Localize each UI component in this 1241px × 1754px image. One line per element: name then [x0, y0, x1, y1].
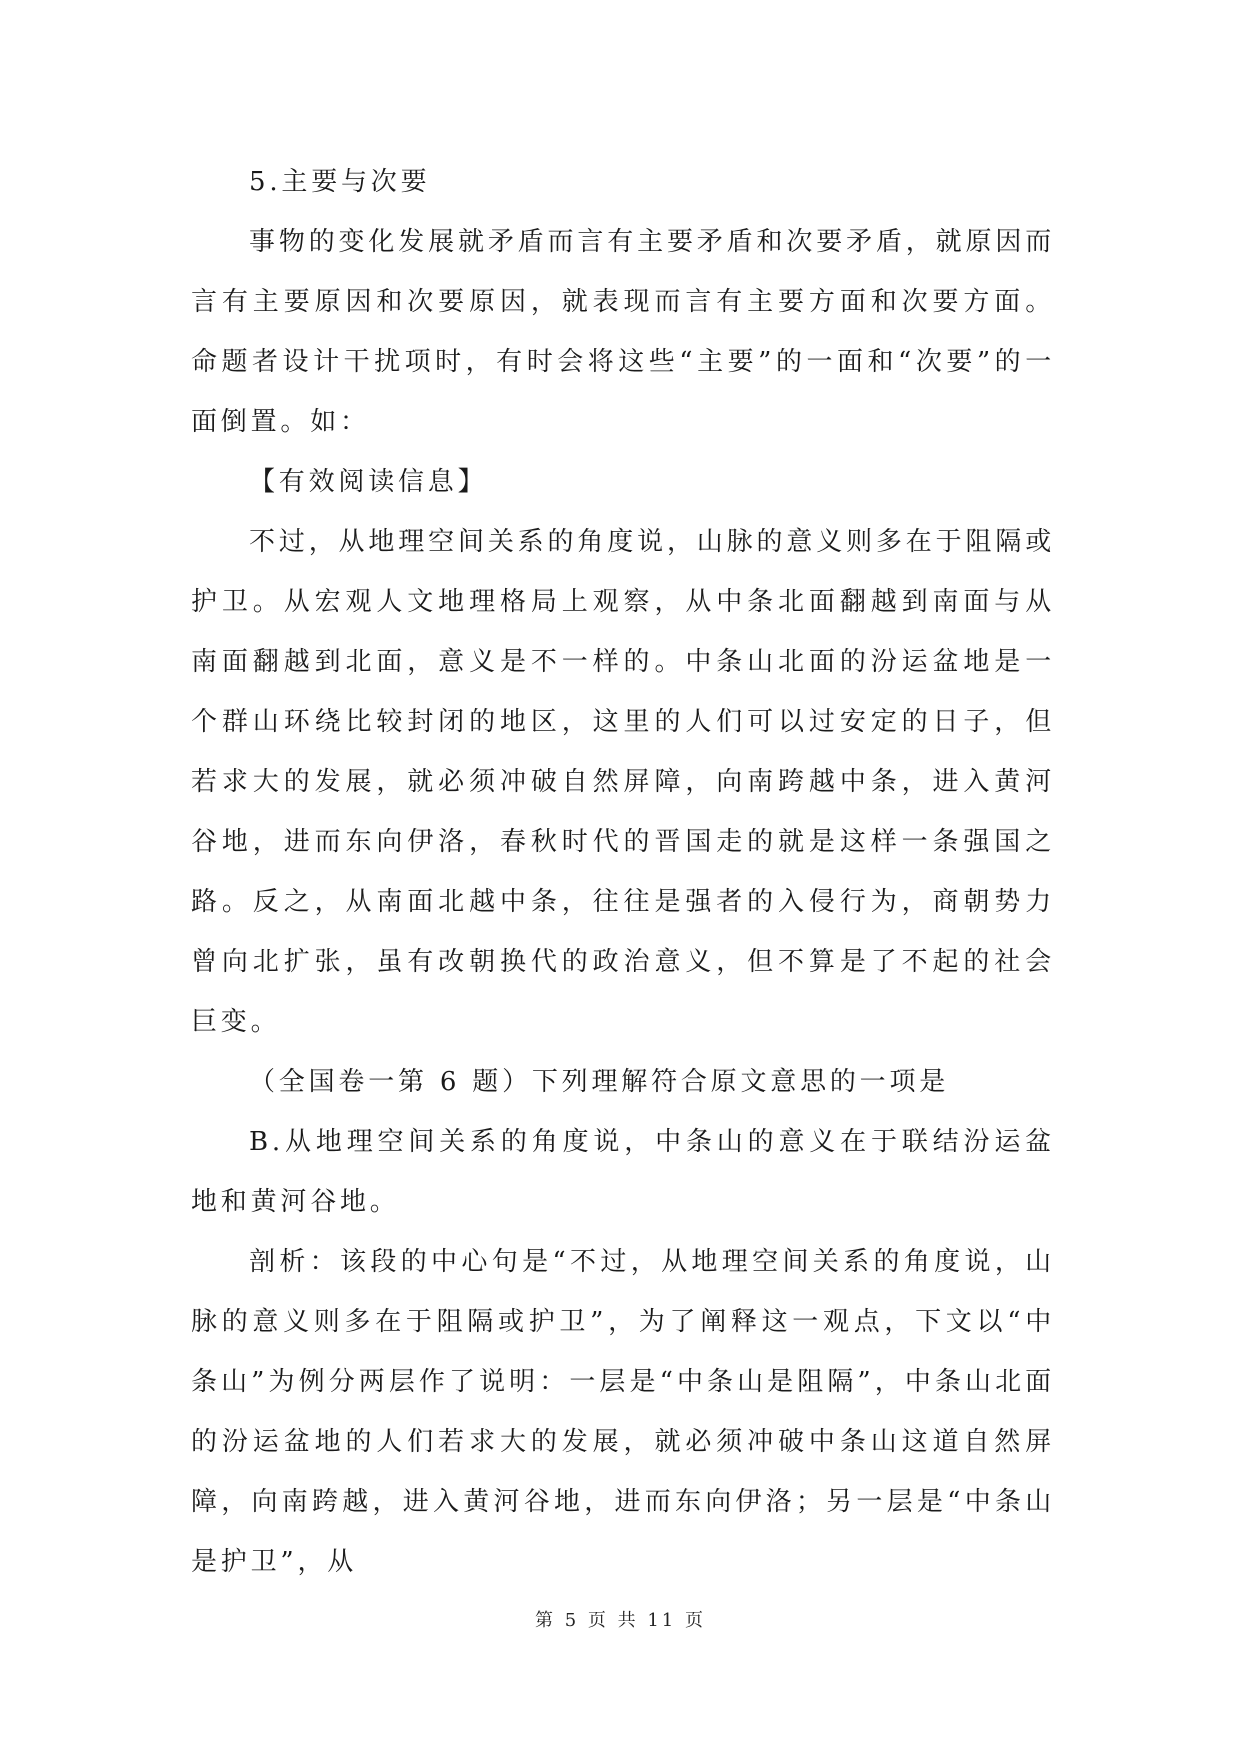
reading-info-label: 【有效阅读信息】	[249, 467, 488, 497]
option-b: B.从地理空间关系的角度说，中条山的意义在于联结汾运盆地和黄河谷地。	[191, 1127, 1055, 1217]
page-footer: 第 5 页 共 11 页	[535, 1610, 706, 1631]
reading-passage: 不过，从地理空间关系的角度说，山脉的意义则多在于阻隔或护卫。从宏观人文地理格局上观察，从中条北面翻越到南面与从南面翻越到北面，意义是不一样的。中条山北面的汾运盆地是一个群山环绕比较封闭的地区，这里的人们可以过安定的日子，但若求大的发展，就必须冲破自然屏障，向南跨越中条，进入黄河谷地，进而东向伊洛，春秋时代的晋国走的就是这样一条强国之路。反之，从南面北越中条，往往是强者的入侵行为，商朝势力曾向北扩张，虽有改朝换代的政治意义，但不算是了不起的社会巨变。	[191, 527, 1055, 1037]
intro-paragraph: 事物的变化发展就矛盾而言有主要矛盾和次要矛盾，就原因而言有主要原因和次要原因，就表现而言有主要方面和次要方面。命题者设计干扰项时，有时会将这些“主要”的一面和“次要”的一面倒置。如：	[191, 227, 1055, 437]
document-body	[191, 152, 1055, 1592]
question-stem: （全国卷一第 6 题）下列理解符合原文意思的一项是	[249, 1067, 950, 1097]
analysis-paragraph: 剖析：该段的中心句是“不过，从地理空间关系的角度说，山脉的意义则多在于阻隔或护卫”，为了阐释这一观点，下文以“中条山”为例分两层作了说明：一层是“中条山是阻隔”，中条山北面的汾运盆地的人们若求大的发展，就必须冲破中条山这道自然屏障，向南跨越，进入黄河谷地，进而东向伊洛；另一层是“中条山是护卫”，从	[191, 1247, 1055, 1577]
section-heading: 5.主要与次要	[249, 167, 431, 197]
